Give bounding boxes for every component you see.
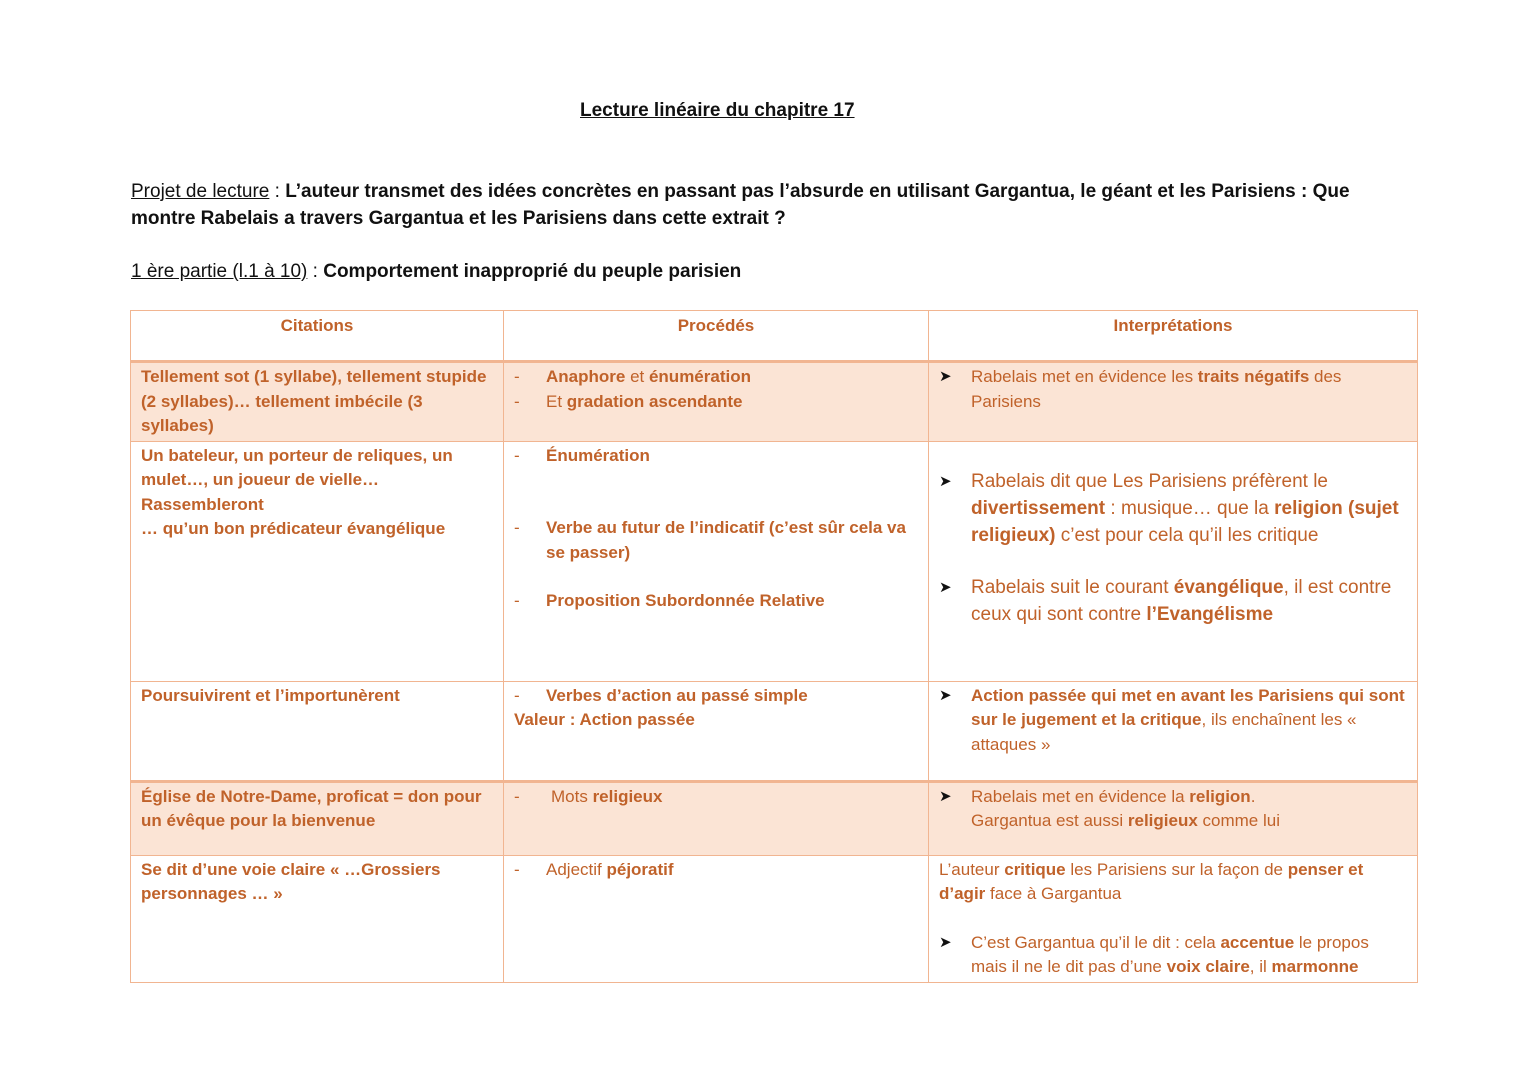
interpretation-text: l’Evangélisme: [1146, 603, 1274, 625]
dash-bullet: -: [514, 445, 520, 465]
procede-cell: [504, 855, 929, 982]
dash-bullet: -: [514, 859, 520, 879]
procede-text: Valeur : Action passée: [514, 710, 695, 729]
procede-text: Anaphore: [546, 367, 626, 386]
procede-cell: [504, 681, 929, 781]
interpretation-cell: [929, 362, 1418, 442]
list-item: [939, 468, 1407, 549]
list-item: [514, 365, 918, 390]
arrow-bullet-icon: ➤: [939, 933, 952, 951]
header-interpretations: Interprétations: [929, 311, 1418, 362]
list-item: [939, 574, 1407, 628]
interpretation-cell: [929, 441, 1418, 681]
list-item: [939, 931, 1407, 980]
interpretation-text: Rabelais suit le courant: [971, 576, 1174, 598]
project-label: Projet de lecture: [131, 181, 270, 202]
procede-text: énumération: [648, 367, 751, 386]
interpretation-text: , il est contre ceux qui sont contre: [971, 576, 1392, 625]
interpretation-text: Gargantua est aussi: [971, 811, 1128, 830]
procede-text: Énumération: [546, 445, 650, 465]
procede-text: Verbes d’action au passé simple: [546, 685, 808, 705]
citation-text: Se dit d’une voie claire « …Grossiers personnages … »: [141, 859, 441, 903]
interpretation-text: Rabelais met en évidence la: [971, 786, 1190, 806]
arrow-bullet-icon: ➤: [939, 368, 952, 385]
procede-text: Proposition Subordonnée Relative: [546, 591, 825, 610]
interpretation-text: voix claire: [1166, 957, 1250, 976]
interpretation-text: divertissement: [971, 497, 1106, 519]
table-header-row: [131, 311, 1418, 362]
interpretation-text: critique: [1004, 859, 1066, 879]
citation-cell: [131, 362, 504, 442]
analysis-table: [130, 310, 1418, 983]
citation-cell: [131, 855, 504, 982]
arrow-bullet-icon: ➤: [939, 472, 952, 490]
list-item: [514, 444, 918, 469]
interpretation-cell: [929, 781, 1418, 855]
interpretation-text: Rabelais dit que Les Parisiens préfèrent le: [971, 470, 1328, 492]
list-item: [514, 516, 918, 565]
dash-bullet: -: [514, 786, 520, 806]
interpretation-text: marmonne: [1271, 957, 1359, 976]
interpretation-text: : musique… que la: [1105, 497, 1275, 519]
procede-cell: [504, 362, 929, 442]
table-row: [131, 781, 1418, 855]
interpretation-text: , il: [1249, 957, 1272, 976]
citation-text: Tellement sot (1 syllabe), tellement stupide (2 syllabes)… tellement imbécile (3 syllabes): [141, 367, 487, 435]
interpretation-cell: [929, 855, 1418, 982]
interpretation-text: traits négatifs: [1197, 367, 1310, 386]
dash-bullet: -: [514, 391, 520, 411]
table-row: [131, 441, 1418, 681]
interpretation-text: C’est Gargantua qu’il le dit : cela: [971, 932, 1221, 952]
citation-cell: [131, 441, 504, 681]
citation-text: … qu’un bon prédicateur évangélique: [141, 519, 446, 538]
procede-text: Verbe au futur de l’indicatif (c’est sûr cela va se passer): [546, 518, 906, 562]
part-heading: [131, 258, 1391, 285]
procede-cell: [504, 441, 929, 681]
part-text: Comportement inapproprié du peuple parisien: [323, 261, 742, 282]
citation-text: Poursuivirent et l’importunèrent: [141, 685, 400, 705]
interpretation-text: , ils enchaînent les « attaques »: [971, 710, 1357, 754]
list-item: [514, 589, 918, 614]
page-title: Lecture linéaire du chapitre 17: [580, 100, 855, 121]
table-row: [131, 362, 1418, 442]
list-item: [514, 684, 918, 709]
procede-text: péjoratif: [606, 859, 674, 879]
list-item: [514, 390, 918, 415]
list-item: [939, 785, 1407, 834]
interpretation-text: c’est pour cela qu’il les critique: [1055, 524, 1319, 546]
dash-bullet: -: [514, 518, 520, 537]
part-label: 1 ère partie (l.1 à 10): [131, 261, 308, 282]
dash-bullet: -: [514, 685, 520, 705]
interpretation-text: religion (sujet religieux): [971, 497, 1399, 546]
procede-text: gradation ascendante: [566, 391, 743, 411]
interpretation-paragraph: [939, 858, 1407, 907]
dash-bullet: -: [514, 367, 520, 386]
interpretation-text: comme lui: [1197, 811, 1280, 830]
table-row: [131, 681, 1418, 781]
citation-cell: [131, 781, 504, 855]
project-text: L’auteur transmet des idées concrètes en passant pas l’absurde en utilisant Gargantua, le géant et les Parisiens : Que montre Rabelais a travers Gargantua et les Parisiens dans cette extrait ?: [131, 181, 1350, 229]
interpretation-text: .: [1250, 786, 1256, 806]
part-separator: :: [307, 261, 324, 282]
citation-cell: [131, 681, 504, 781]
list-item: [514, 785, 918, 810]
arrow-bullet-icon: ➤: [939, 787, 952, 805]
procede-cell: [504, 781, 929, 855]
citation-text: Rassembleront: [141, 494, 264, 514]
interpretation-text: les Parisiens sur la façon de: [1065, 859, 1288, 879]
citation-text: Église de Notre-Dame, proficat = don pour un évêque pour la bienvenue: [141, 786, 482, 830]
interpretation-text: religieux: [1127, 811, 1198, 830]
list-item: [514, 858, 918, 883]
interpretation-cell: [929, 681, 1418, 781]
interpretation-text: face à Gargantua: [985, 884, 1122, 903]
arrow-bullet-icon: ➤: [939, 686, 952, 704]
procede-text: Et: [546, 391, 567, 411]
citation-text: Un bateleur, un porteur de reliques, un mulet…, un joueur de vielle…: [141, 445, 453, 489]
header-citations: Citations: [131, 311, 504, 362]
interpretation-text: accentue: [1220, 932, 1295, 952]
interpretation-text: évangélique: [1173, 576, 1284, 598]
header-procedes: Procédés: [504, 311, 929, 362]
procede-text: Mots: [551, 786, 593, 806]
list-item: [939, 365, 1407, 414]
arrow-bullet-icon: ➤: [939, 578, 952, 596]
table-row: [131, 855, 1418, 982]
procede-text: et: [625, 367, 649, 386]
reading-project: [131, 178, 1391, 232]
dash-bullet: -: [514, 591, 520, 610]
interpretation-text: religion: [1189, 786, 1251, 806]
interpretation-text: des Parisiens: [971, 367, 1342, 411]
interpretation-text: Rabelais met en évidence les: [971, 367, 1198, 386]
interpretation-text: Action passée qui met en avant les Parisiens qui sont sur le jugement et la critique: [971, 685, 1405, 729]
procede-text: religieux: [592, 786, 663, 806]
interpretation-text: L’auteur: [939, 859, 1005, 879]
procede-text: Adjectif: [546, 859, 607, 879]
project-separator: :: [269, 181, 286, 202]
interpretation-text: le propos mais il ne le dit pas d’une: [971, 932, 1369, 976]
list-item: [939, 684, 1407, 758]
interpretation-text: penser et d’agir: [939, 859, 1364, 903]
